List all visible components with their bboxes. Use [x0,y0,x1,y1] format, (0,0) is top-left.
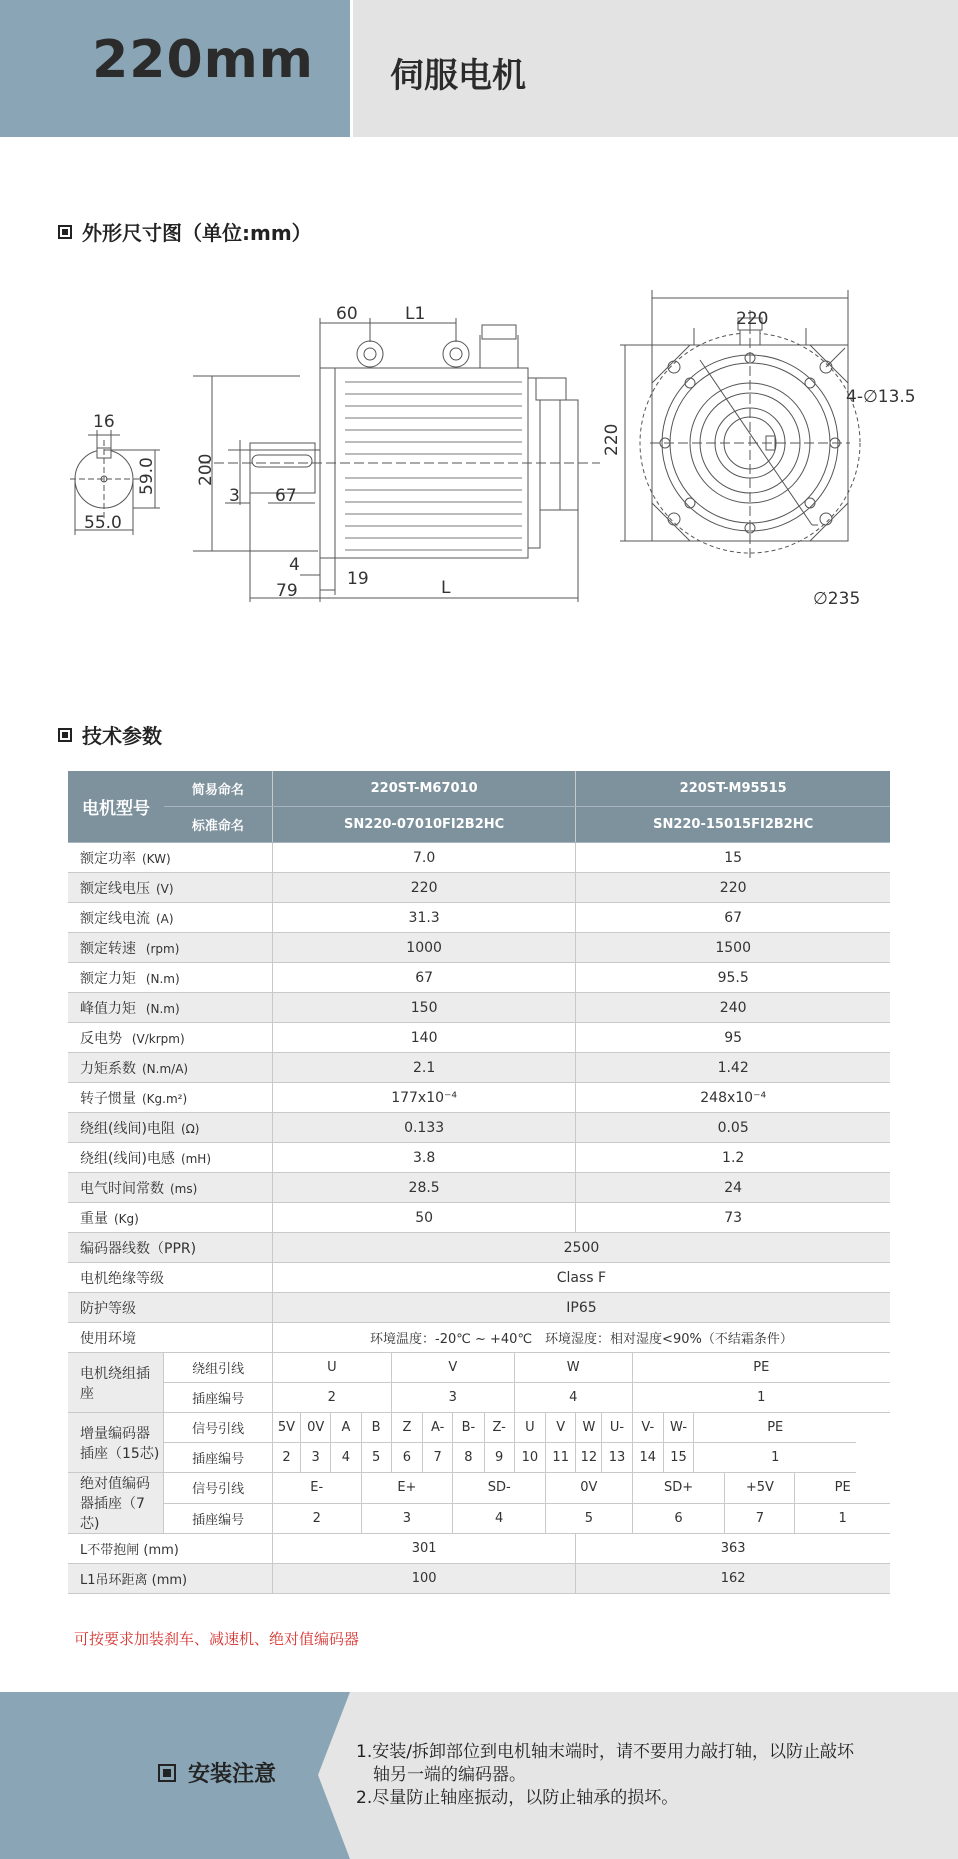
abs-encoder-cell: 2 [272,1503,361,1534]
length-value-model1: 301 [272,1534,575,1564]
inc-encoder-cell: U- [602,1413,632,1443]
model2-simple: 220ST-M95515 [576,771,890,807]
dim-4: 4 [289,555,300,575]
abs-encoder-cell: 1 [795,1503,890,1534]
param-value-model1: 67 [272,963,575,993]
winding-cell: W [514,1353,632,1383]
winding-cell: PE [632,1353,890,1383]
param-name: 重量 [80,1210,108,1227]
param-value-model2: 0.05 [576,1113,890,1143]
abs-encoder-cell: PE [795,1473,890,1504]
winding-cell: 1 [632,1383,890,1413]
dim-60: 60 [336,304,358,324]
model1-simple: 220ST-M67010 [272,771,575,807]
dim-220-side: 220 [602,423,622,456]
param-value-model1: 28.5 [272,1173,575,1203]
inc-encoder-cell: W- [663,1413,693,1443]
param-value: 2500 [272,1233,890,1263]
param-value-model1: 0.133 [272,1113,575,1143]
winding-row-label: 绕组引线 [164,1353,272,1383]
inc-encoder-cell: 13 [602,1443,632,1473]
inc-encoder-cell: 7 [423,1443,453,1473]
param-value-model2: 1500 [576,933,890,963]
footer-title-label: 安装注意 [188,1762,277,1787]
abs-encoder-cell: 4 [453,1503,546,1534]
square-bullet-icon [158,1764,176,1782]
square-bullet-icon [58,225,72,239]
param-value-model1: 50 [272,1203,575,1233]
dim-59: 59.0 [137,457,157,495]
table-row [68,1383,890,1413]
footer-line-2: 轴另一端的编码器。 [373,1765,526,1785]
param-unit: (N.m) [142,1001,180,1016]
table-row [68,1263,890,1293]
param-value-model2: 73 [576,1203,890,1233]
inc-encoder-cell: 11 [546,1443,576,1473]
param-label [68,903,272,933]
dim-79: 79 [276,581,298,601]
spec-table [68,771,890,1594]
param-name: 绕组(线间)电感 [80,1150,175,1167]
param-unit: (ms) [170,1181,198,1196]
inc-encoder-cell: 10 [514,1443,545,1473]
param-label [68,1143,272,1173]
param-value-model2: 95.5 [576,963,890,993]
winding-cell: U [272,1353,391,1383]
param-value: IP65 [272,1293,890,1323]
param-value-model1: 2.1 [272,1053,575,1083]
param-label [68,1053,272,1083]
section-dimension-label: 外形尺寸图（单位:mm） [82,221,312,245]
param-unit: (rpm) [142,941,180,956]
param-label [68,1173,272,1203]
param-name: 额定线电流 [80,910,150,927]
param-value: Class F [272,1263,890,1293]
dim-200: 200 [196,453,216,486]
section-params-label: 技术参数 [82,724,162,748]
param-label: 电机绝缘等级 [68,1263,272,1293]
table-row [68,1113,890,1143]
param-name: 峰值力矩 [80,1000,136,1017]
param-unit: (Kg) [114,1211,139,1226]
table-row [68,843,890,873]
winding-cell: 4 [514,1383,632,1413]
param-label [68,1203,272,1233]
section-params-title [58,720,162,749]
inc-encoder-cell: 1 [694,1443,857,1473]
param-value-model2: 15 [576,843,890,873]
inc-encoder-cell: 12 [576,1443,602,1473]
inc-encoder-cell: PE [694,1413,857,1443]
param-name: 力矩系数 [80,1060,136,1077]
inc-encoder-cell: Z [391,1413,422,1443]
param-label [68,843,272,873]
table-row [68,1233,890,1263]
inc-encoder-row-label: 插座编号 [164,1443,272,1473]
param-name: 绕组(线间)电阻 [80,1120,175,1137]
model-label: 电机型号 [68,771,164,843]
table-row [68,1023,890,1053]
dim-l: L [441,578,451,598]
inc-encoder-cell: 4 [331,1443,361,1473]
abs-encoder-cell: SD+ [632,1473,725,1504]
dim-19: 19 [347,569,369,589]
param-value-model2: 220 [576,873,890,903]
param-name: 额定转速 [80,940,136,957]
inc-encoder-cell: W [576,1413,602,1443]
dim-l1: L1 [405,304,426,324]
inc-encoder-cell: 5V [272,1413,300,1443]
section-dimension-title [58,217,312,246]
param-label: 编码器线数（PPR) [68,1233,272,1263]
param-value-model1: 1000 [272,933,575,963]
table-row [68,933,890,963]
param-unit: (N.m) [142,971,180,986]
param-label: 使用环境 [68,1323,272,1353]
param-unit: (A) [156,911,174,926]
abs-encoder-cell: 0V [546,1473,633,1504]
dim-55: 55.0 [84,513,122,533]
param-name: 额定线电压 [80,880,150,897]
abs-encoder-cell: +5V [725,1473,795,1504]
param-label: 防护等级 [68,1293,272,1323]
table-row [68,1473,890,1504]
param-label [68,1083,272,1113]
param-name: 电气时间常数 [80,1180,164,1197]
inc-encoder-row-label: 信号引线 [164,1413,272,1443]
param-unit: (Kg.m²) [142,1091,188,1106]
header-size: 220mm [92,30,314,90]
table-row [68,1443,890,1473]
header-title: 伺服电机 [390,56,526,96]
inc-encoder-cell: A- [423,1413,453,1443]
inc-encoder-cell: 3 [301,1443,331,1473]
inc-encoder-cell: 2 [272,1443,300,1473]
table-row [68,1503,890,1534]
param-unit: (V/krpm) [128,1031,185,1046]
param-value-model2: 24 [576,1173,890,1203]
abs-encoder-row-label: 插座编号 [164,1503,272,1534]
abs-encoder-cell: 5 [546,1503,633,1534]
inc-encoder-cell: B- [453,1413,484,1443]
table-row [68,1293,890,1323]
inc-encoder-cell: 5 [361,1443,391,1473]
inc-encoder-cell: A [331,1413,361,1443]
param-value-model2: 1.42 [576,1053,890,1083]
winding-cell: 2 [272,1383,391,1413]
abs-encoder-cell: E+ [361,1473,453,1504]
inc-encoder-cell: 0V [301,1413,331,1443]
abs-encoder-cell: 7 [725,1503,795,1534]
abs-encoder-cell: 6 [632,1503,725,1534]
square-bullet-icon [58,728,72,742]
inc-encoder-cell: 14 [632,1443,663,1473]
winding-label: 电机绕组插座 [68,1353,164,1413]
dim-3: 3 [229,486,240,506]
param-value-model2: 95 [576,1023,890,1053]
param-name: 额定力矩 [80,970,136,987]
param-label [68,993,272,1023]
note-text: 可按要求加装刹车、减速机、绝对值编码器 [74,1630,360,1648]
table-row [68,1143,890,1173]
dim-67: 67 [275,486,297,506]
table-row [68,1173,890,1203]
table-row [68,1353,890,1383]
length-value-model1: 100 [272,1564,575,1594]
table-row [68,1083,890,1113]
param-label [68,933,272,963]
abs-encoder-cell: SD- [453,1473,546,1504]
param-name: 反电势 [80,1030,122,1047]
param-value-model2: 67 [576,903,890,933]
param-unit: (Ω) [180,1121,200,1136]
footer-line-3: 2.尽量防止轴座振动，以防止轴承的损坏。 [356,1788,679,1808]
table-row [68,1413,890,1443]
inc-encoder-cell: 15 [663,1443,693,1473]
abs-encoder-cell: E- [272,1473,361,1504]
dim-220-top: 220 [736,309,769,329]
dim-235: ∅235 [813,589,861,609]
param-label [68,963,272,993]
inc-encoder-cell: V [546,1413,576,1443]
param-value-model1: 177x10⁻⁴ [272,1083,575,1113]
simple-name-label: 简易命名 [164,771,272,807]
length-label: L1吊环距离 (mm) [68,1564,272,1594]
param-value-model2: 248x10⁻⁴ [576,1083,890,1113]
dim-16: 16 [93,412,115,432]
footer-notes [356,1741,854,1810]
table-row [68,963,890,993]
length-value-model2: 363 [576,1534,890,1564]
abs-encoder-label: 绝对值编码器插座（7芯) [68,1473,164,1534]
table-row [68,1203,890,1233]
inc-encoder-cell: 6 [391,1443,422,1473]
table-row [68,1564,890,1594]
param-value: 环境温度：-20℃ ~ +40℃ 环境湿度：相对湿度<90%（不结霜条件） [272,1323,890,1353]
table-row [68,873,890,903]
table-row [68,1534,890,1564]
param-value-model2: 1.2 [576,1143,890,1173]
param-label [68,1023,272,1053]
param-name: 转子惯量 [80,1090,136,1107]
param-value-model1: 31.3 [272,903,575,933]
param-value-model1: 3.8 [272,1143,575,1173]
footer-title [158,1757,276,1788]
param-unit: (V) [156,881,174,896]
table-row [68,1053,890,1083]
table-row [68,1323,890,1353]
inc-encoder-cell: 8 [453,1443,484,1473]
footer-line-1: 1.安装/拆卸部位到电机轴末端时，请不要用力敲打轴，以防止敲坏 [356,1742,854,1762]
standard-name-label: 标准命名 [164,807,272,843]
model1-standard: SN220-07010FI2B2HC [272,807,575,843]
param-unit: (N.m/A) [142,1061,189,1076]
inc-encoder-cell: V- [632,1413,663,1443]
length-label: L不带抱闸 (mm) [68,1534,272,1564]
length-value-model2: 162 [576,1564,890,1594]
param-value-model1: 7.0 [272,843,575,873]
table-row [68,903,890,933]
dimension-drawing [0,290,958,630]
inc-encoder-cell: Z- [484,1413,514,1443]
winding-cell: V [391,1353,514,1383]
winding-cell: 3 [391,1383,514,1413]
param-unit: (mH) [180,1151,212,1166]
inc-encoder-cell: U [514,1413,545,1443]
inc-encoder-cell: 9 [484,1443,514,1473]
model2-standard: SN220-15015FI2B2HC [576,807,890,843]
param-value-model1: 150 [272,993,575,1023]
abs-encoder-cell: 3 [361,1503,453,1534]
param-label [68,1113,272,1143]
param-value-model1: 140 [272,1023,575,1053]
inc-encoder-cell: B [361,1413,391,1443]
inc-encoder-label: 增量编码器插座（15芯) [68,1413,164,1473]
param-unit: (KW) [142,851,171,866]
param-value-model2: 240 [576,993,890,1023]
param-value-model1: 220 [272,873,575,903]
winding-row-label: 插座编号 [164,1383,272,1413]
abs-encoder-row-label: 信号引线 [164,1473,272,1504]
table-row [68,993,890,1023]
param-name: 额定功率 [80,850,136,867]
dim-holes: 4-∅13.5 [846,387,916,407]
param-label [68,873,272,903]
